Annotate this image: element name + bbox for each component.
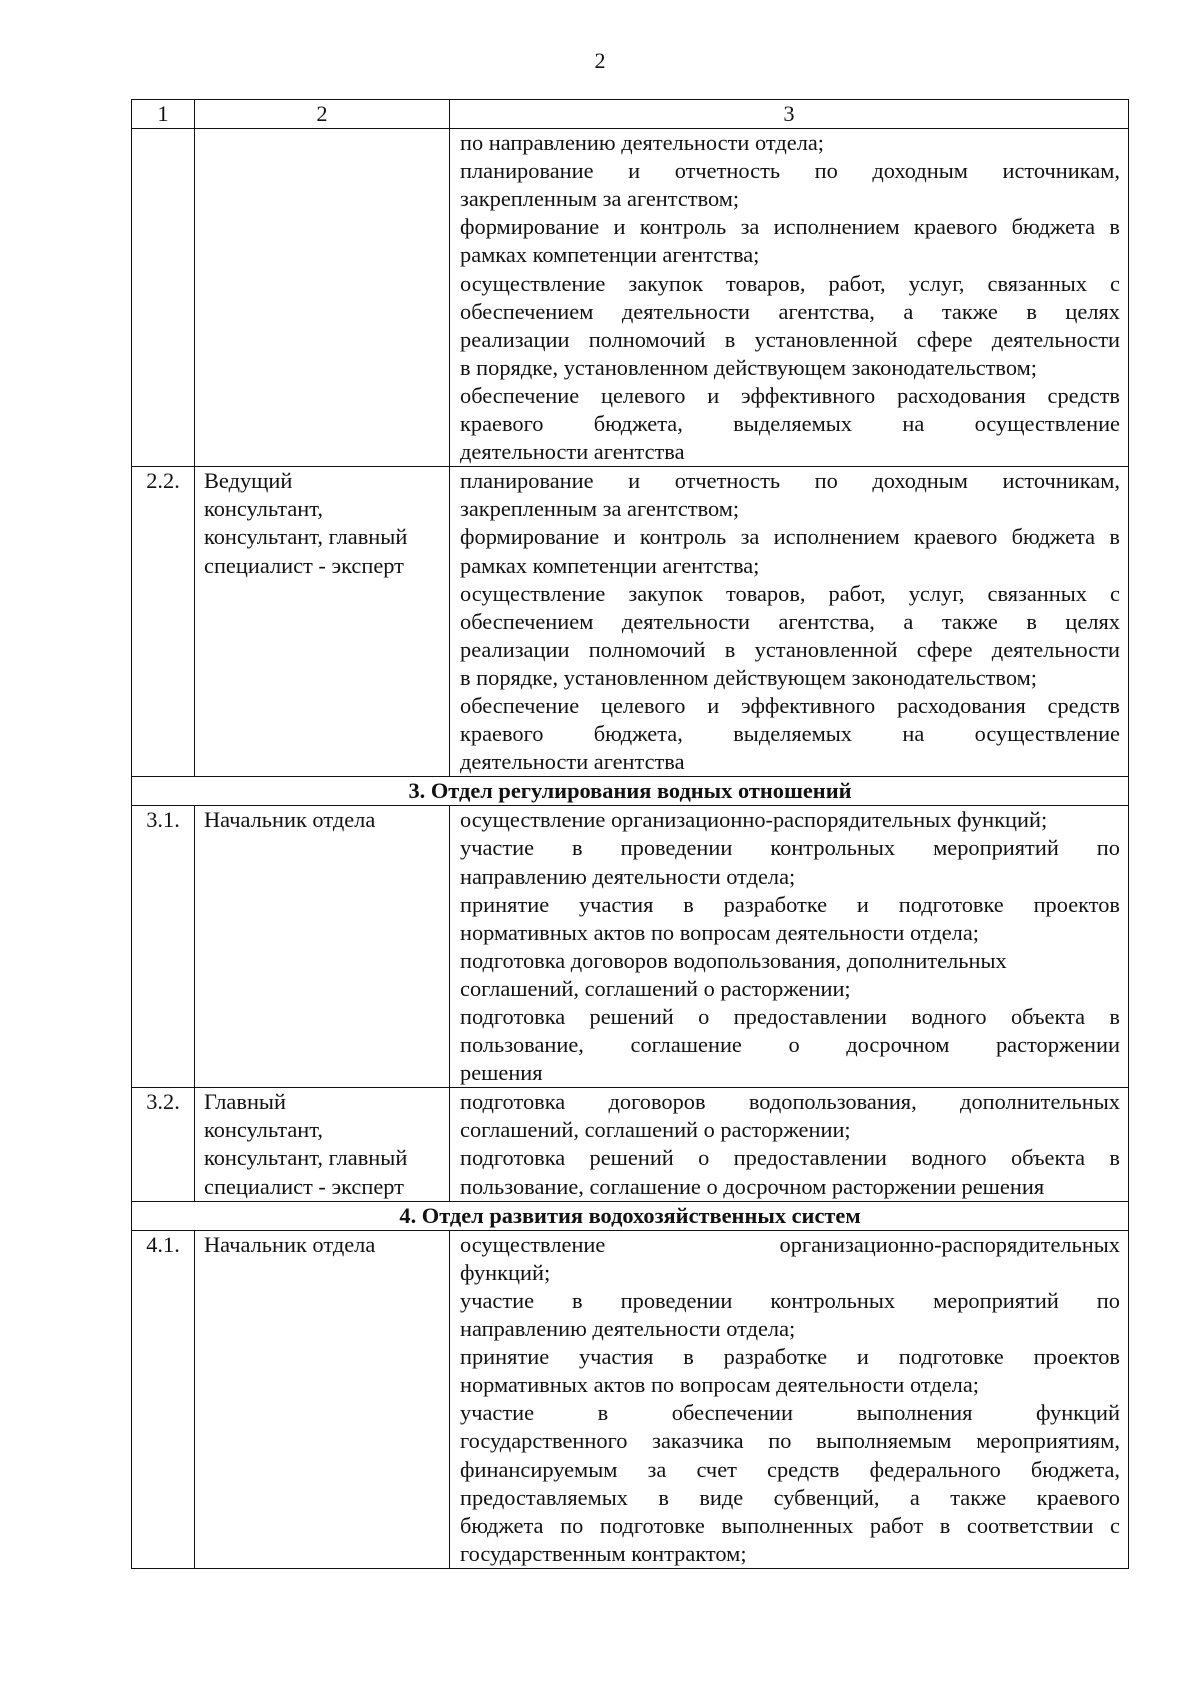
duties-cell [450, 129, 1129, 467]
section-header-row [132, 1201, 1129, 1230]
duty-line: соглашений, соглашений о расторжении; [460, 1117, 851, 1143]
position-line: Главный [204, 1089, 286, 1115]
duty-line: государственного заказчика по выполняемым мероприятиям, [460, 1428, 1120, 1454]
duty-line: финансируемым за счет средств федерального бюджета, [460, 1456, 1120, 1482]
duty-line: функций; [460, 1259, 551, 1285]
row-number [132, 129, 195, 467]
position-line: консультант, [204, 1117, 323, 1143]
duty-line: подготовка решений о предоставлении водного объекта в [460, 1004, 1120, 1029]
duty-line: планирование и отчетность по доходным источникам, [460, 158, 1120, 184]
duty-line: по направлению деятельности отдела; [460, 130, 825, 156]
duty-line: формирование и контроль за исполнением краевого бюджета в [460, 524, 1120, 550]
position-line: консультант, главный [204, 1145, 408, 1171]
duty-line: пользование, соглашение о досрочном расторжении [460, 1032, 1120, 1058]
table-row [132, 806, 1129, 1088]
position-line: Начальник отдела [204, 807, 376, 833]
duty-line: закрепленным за агентством; [460, 186, 740, 212]
section-header-row [132, 777, 1129, 806]
row-number: 3.2. [132, 1088, 195, 1201]
position-cell [195, 129, 450, 467]
duties-cell [450, 806, 1129, 1088]
duty-line: направлению деятельности отдела; [460, 863, 796, 889]
header-col-2: 2 [195, 100, 450, 129]
duty-line: нормативных актов по вопросам деятельности отдела; [460, 919, 980, 945]
table-row [132, 467, 1129, 777]
position-cell [195, 1088, 450, 1201]
position-line: специалист - эксперт [204, 552, 404, 578]
duty-line: обеспечением деятельности агентства, а также в целях [460, 608, 1120, 634]
section-title: 4. Отдел развития водохозяйственных систем [132, 1201, 1129, 1230]
position-line: специалист - эксперт [204, 1173, 404, 1199]
duty-line: реализации полномочий в установленной сфере деятельности [460, 326, 1120, 352]
duty-line: участие в проведении контрольных мероприятий по [460, 835, 1120, 861]
duty-line: в порядке, установленном действующем законодательством; [460, 664, 1038, 690]
duty-line: осуществление организационно-распорядительных [460, 1231, 1120, 1257]
duty-line: обеспечение целевого и эффективного расходования средств [460, 692, 1120, 718]
header-col-3: 3 [450, 100, 1129, 129]
duty-line: обеспечением деятельности агентства, а также в целях [460, 298, 1120, 324]
duty-line: соглашений, соглашений о расторжении; [460, 975, 851, 1001]
table-row [132, 1230, 1129, 1568]
page-number: 2 [594, 48, 606, 73]
duty-line: принятие участия в разработке и подготовке проектов [460, 891, 1120, 917]
duty-line: направлению деятельности отдела; [460, 1316, 796, 1342]
duty-line: бюджета по подготовке выполненных работ в соответствии с [460, 1512, 1120, 1538]
duties-cell [450, 467, 1129, 777]
duty-line: планирование и отчетность по доходным источникам, [460, 468, 1120, 494]
duties-cell [450, 1088, 1129, 1201]
duty-line: участие в проведении контрольных мероприятий по [460, 1287, 1120, 1313]
position-cell [195, 467, 450, 777]
duty-line: участие в обеспечении выполнения функций [460, 1400, 1120, 1426]
position-line: Ведущий [204, 468, 293, 494]
header-col-1: 1 [132, 100, 195, 129]
row-number: 2.2. [132, 467, 195, 777]
position-cell [195, 1230, 450, 1568]
position-line: Начальник отдела [204, 1231, 376, 1257]
position-line: консультант, главный [204, 524, 408, 550]
duty-line: осуществление организационно-распорядительных функций; [460, 807, 1048, 833]
duty-line: государственным контрактом; [460, 1540, 747, 1566]
duty-line: деятельности агентства [460, 439, 685, 465]
duty-line: осуществление закупок товаров, работ, услуг, связанных с [460, 270, 1120, 296]
duties-cell [450, 1230, 1129, 1568]
row-number: 3.1. [132, 806, 195, 1088]
table-header-row [132, 100, 1129, 129]
duty-line: подготовка договоров водопользования, дополнительных [460, 947, 1007, 973]
duty-line: пользование, соглашение о досрочном расторжении решения [460, 1173, 1045, 1199]
duty-line: рамках компетенции агентства; [460, 552, 760, 578]
duty-line: краевого бюджета, выделяемых на осуществление [460, 721, 1120, 747]
duty-line: формирование и контроль за исполнением краевого бюджета в [460, 214, 1120, 240]
duty-line: осуществление закупок товаров, работ, услуг, связанных с [460, 580, 1120, 606]
duty-line: обеспечение целевого и эффективного расходования средств [460, 382, 1120, 408]
duty-line: принятие участия в разработке и подготовке проектов [460, 1344, 1120, 1370]
duty-line: краевого бюджета, выделяемых на осуществление [460, 411, 1120, 437]
table-row [132, 129, 1129, 467]
position-line: консультант, [204, 496, 323, 522]
duty-line: закрепленным за агентством; [460, 496, 740, 522]
duty-line: реализации полномочий в установленной сфере деятельности [460, 636, 1120, 662]
duty-line: деятельности агентства [460, 749, 685, 775]
duty-line: подготовка решений о предоставлении водного объекта в [460, 1145, 1120, 1171]
duty-line: рамках компетенции агентства; [460, 242, 760, 268]
duties-table [131, 99, 1129, 1569]
row-number: 4.1. [132, 1230, 195, 1568]
duty-line: предоставляемых в виде субвенций, а также краевого [460, 1484, 1120, 1510]
duty-line: решения [460, 1060, 543, 1086]
table-row [132, 1088, 1129, 1201]
section-title: 3. Отдел регулирования водных отношений [132, 777, 1129, 806]
position-cell [195, 806, 450, 1088]
duty-line: в порядке, установленном действующем законодательством; [460, 354, 1038, 380]
duty-line: подготовка договоров водопользования, дополнительных [460, 1089, 1120, 1115]
duty-line: нормативных актов по вопросам деятельности отдела; [460, 1372, 980, 1398]
